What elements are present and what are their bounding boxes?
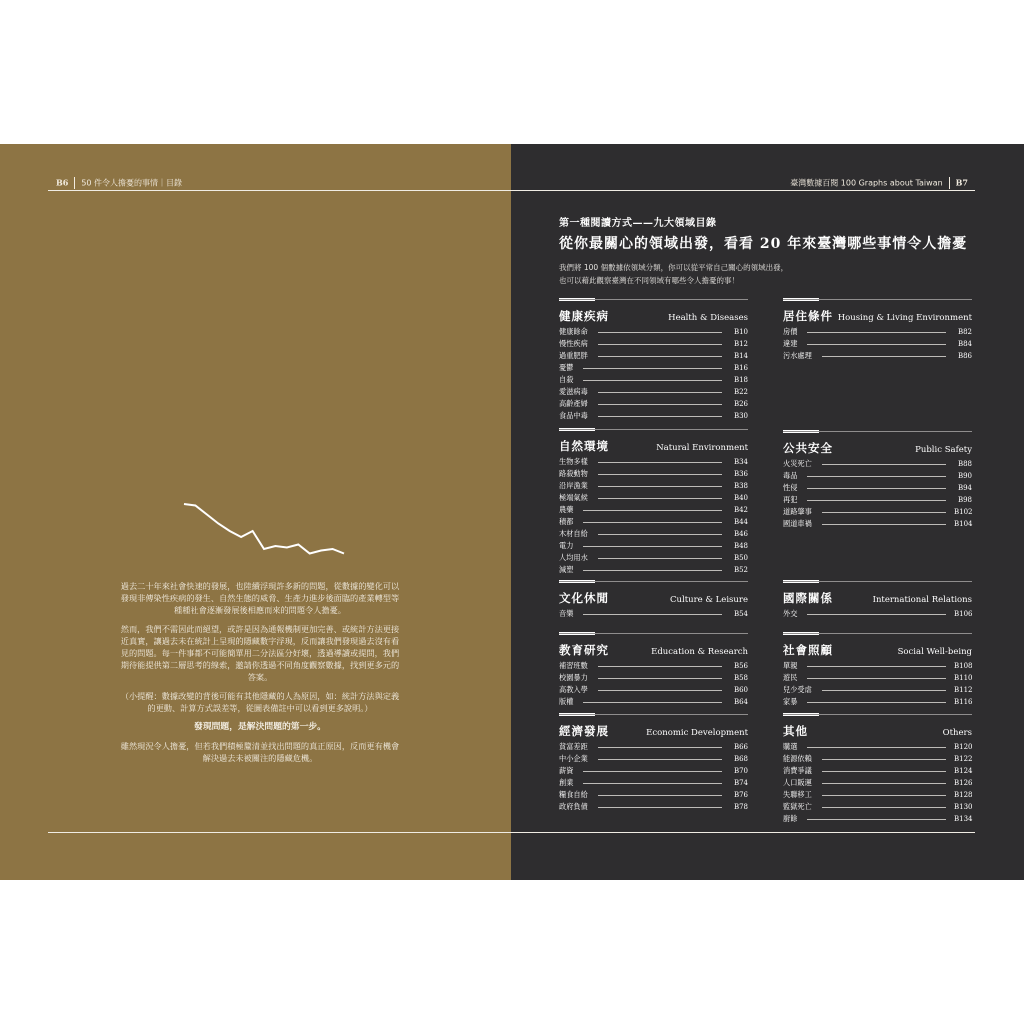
category-rule bbox=[559, 429, 748, 430]
toc-entry-page: B64 bbox=[733, 698, 748, 706]
left-footer-rule bbox=[48, 832, 511, 833]
toc-entry-leader bbox=[822, 690, 946, 691]
toc-entry-leader bbox=[583, 702, 722, 703]
toc-entry-page: B102 bbox=[954, 508, 973, 516]
category-title-en: Housing & Living Environment bbox=[837, 313, 972, 323]
category-title-row bbox=[559, 308, 748, 323]
toc-entry-page: B42 bbox=[733, 506, 748, 514]
toc-entry-page: B52 bbox=[733, 566, 748, 574]
toc-entry-leader bbox=[583, 570, 722, 571]
toc-entry-leader bbox=[598, 666, 722, 667]
category-title-row bbox=[559, 438, 748, 453]
toc-entry-title: 違建 bbox=[783, 339, 798, 348]
category-title-en: Culture & Leisure bbox=[670, 595, 748, 605]
toc-entry-leader bbox=[598, 332, 722, 333]
toc-entry-leader bbox=[807, 666, 946, 667]
toc-entry[interactable] bbox=[559, 410, 748, 422]
toc-entry[interactable] bbox=[559, 684, 748, 696]
toc-entry-page: B40 bbox=[733, 494, 748, 502]
toc-entry-page: B110 bbox=[954, 674, 973, 682]
toc-entry-leader bbox=[822, 524, 946, 525]
category-title-row bbox=[783, 723, 972, 738]
toc-entry[interactable] bbox=[559, 468, 748, 480]
toc-entry-leader bbox=[822, 783, 946, 784]
toc-entry-page: B122 bbox=[954, 755, 973, 763]
toc-entry-title: 補習班數 bbox=[559, 661, 588, 670]
toc-entry-page: B34 bbox=[733, 458, 748, 466]
toc-entry-page: B38 bbox=[733, 482, 748, 490]
toc-entry-leader bbox=[598, 498, 722, 499]
toc-entry-page: B126 bbox=[954, 779, 973, 787]
category-items bbox=[559, 660, 748, 708]
left-page-number: B6 bbox=[56, 177, 69, 188]
toc-kicker: 第一種閱讀方式——九大領域目錄 bbox=[559, 218, 717, 229]
toc-entry-leader bbox=[598, 534, 722, 535]
toc-entry[interactable] bbox=[783, 326, 972, 338]
toc-entry-title: 中小企業 bbox=[559, 754, 588, 763]
toc-entry-page: B88 bbox=[957, 460, 972, 468]
category-title-zh: 教育研究 bbox=[559, 643, 609, 657]
toc-entry[interactable] bbox=[783, 506, 972, 518]
toc-entry-title: 人口販運 bbox=[783, 778, 812, 787]
category-block bbox=[559, 580, 748, 620]
intro-text bbox=[120, 580, 400, 771]
category-title-zh: 國際關係 bbox=[783, 591, 833, 605]
toc-entry[interactable] bbox=[783, 684, 972, 696]
toc-entry-title: 電力 bbox=[559, 541, 574, 550]
toc-entry[interactable] bbox=[559, 564, 748, 576]
toc-entry-page: B124 bbox=[954, 767, 973, 775]
toc-entry-page: B68 bbox=[733, 755, 748, 763]
category-rule bbox=[559, 714, 748, 715]
category-rule bbox=[559, 581, 748, 582]
category-title-en: Public Safety bbox=[915, 445, 972, 455]
intro-paragraph-1: 過去二十年來社會快速的發展，也陸續浮現許多新的問題，從數據的變化可以發現非傳染性疾病的發生、自然生態的威脅、生產力進步後面臨的產業轉型等種種社會逐漸發展後相應而來的問題令人擔憂。 bbox=[120, 581, 400, 615]
toc-entry[interactable] bbox=[559, 516, 748, 528]
category-items bbox=[559, 608, 748, 620]
toc-entry-leader bbox=[822, 771, 946, 772]
toc-entry-title: 購選 bbox=[783, 742, 798, 751]
toc-entry-page: B58 bbox=[733, 674, 748, 682]
toc-entry[interactable] bbox=[783, 813, 972, 825]
toc-entry-title: 房價 bbox=[783, 327, 798, 336]
toc-entry[interactable] bbox=[783, 494, 972, 506]
toc-entry-title: 沿岸漁業 bbox=[559, 481, 588, 490]
category-title-zh: 社會照顧 bbox=[783, 643, 833, 657]
toc-entry-title: 國道車禍 bbox=[783, 519, 812, 528]
toc-entry-page: B128 bbox=[954, 791, 973, 799]
toc-entry-leader bbox=[598, 795, 722, 796]
category-title-en: Others bbox=[942, 728, 972, 738]
toc-entry-title: 過重肥胖 bbox=[559, 351, 588, 360]
toc-entry-title: 道路肇事 bbox=[783, 507, 812, 516]
left-page-header bbox=[56, 177, 182, 189]
left-header-rule bbox=[48, 190, 511, 191]
toc-entry-page: B94 bbox=[957, 484, 972, 492]
toc-entry-title: 再犯 bbox=[783, 495, 798, 504]
toc-entry-leader bbox=[807, 614, 946, 615]
category-rule bbox=[783, 714, 972, 715]
toc-entry-page: B36 bbox=[733, 470, 748, 478]
toc-entry-page: B120 bbox=[954, 743, 973, 751]
category-title-zh: 居住條件 bbox=[783, 309, 833, 323]
toc-entry[interactable] bbox=[559, 696, 748, 708]
toc-entry-leader bbox=[807, 702, 946, 703]
category-items bbox=[559, 326, 748, 422]
toc-entry[interactable] bbox=[559, 350, 748, 362]
toc-description-line-2: 也可以藉此觀察臺灣在不同領域有哪些令人擔憂的事！ bbox=[559, 276, 739, 285]
category-title-en: Economic Development bbox=[646, 728, 748, 738]
toc-entry[interactable] bbox=[559, 386, 748, 398]
category-rule bbox=[559, 299, 748, 300]
toc-entry-title: 積都 bbox=[559, 517, 574, 526]
category-title-zh: 自然環境 bbox=[559, 439, 609, 453]
header-divider bbox=[74, 177, 75, 189]
toc-entry-leader bbox=[822, 759, 946, 760]
toc-entry-page: B56 bbox=[733, 662, 748, 670]
category-block bbox=[783, 298, 972, 362]
toc-entry-title: 監獄死亡 bbox=[783, 802, 812, 811]
toc-entry-page: B50 bbox=[733, 554, 748, 562]
toc-entry-page: B14 bbox=[733, 352, 748, 360]
toc-entry-title: 路殺動物 bbox=[559, 469, 588, 478]
toc-entry-title: 木材自給 bbox=[559, 529, 588, 538]
toc-entry-leader bbox=[807, 819, 946, 820]
toc-entry-page: B30 bbox=[733, 412, 748, 420]
toc-entry[interactable] bbox=[783, 482, 972, 494]
toc-entry[interactable] bbox=[559, 789, 748, 801]
toc-entry-leader bbox=[598, 462, 722, 463]
toc-entry-title: 憂鬱 bbox=[559, 363, 574, 372]
toc-entry[interactable] bbox=[559, 608, 748, 620]
toc-entry-leader bbox=[822, 807, 946, 808]
toc-entry[interactable] bbox=[783, 765, 972, 777]
toc-entry-title: 高教入學 bbox=[559, 685, 588, 694]
toc-entry-page: B54 bbox=[733, 610, 748, 618]
right-header-rule bbox=[511, 190, 975, 191]
category-block bbox=[783, 580, 972, 620]
toc-entry[interactable] bbox=[559, 504, 748, 516]
toc-entry-leader bbox=[807, 500, 946, 501]
toc-entry-title: 消費爭議 bbox=[783, 766, 812, 775]
category-title-row bbox=[559, 723, 748, 738]
right-footer-rule bbox=[511, 832, 975, 833]
toc-entry-title: 單親 bbox=[783, 661, 798, 670]
toc-entry[interactable] bbox=[559, 528, 748, 540]
toc-entry-title: 食品中毒 bbox=[559, 411, 588, 420]
intro-paragraph-2: 然而，我們不需因此而絕望，或許是因為通報機制更加完善、或統計方法更接近真實，讓過去未在統計上呈現的隱藏數字浮現，反而讓我們發現過去沒有看見的問題。每一件事都不可能簡單用二分法區分好壞，透過導讀或提問，我們期待能提供第二層思考的線索，邀請你透過不同角度觀察數據，找到更多元的答案。 bbox=[120, 624, 400, 682]
toc-entry[interactable] bbox=[559, 362, 748, 374]
toc-entry-page: B18 bbox=[733, 376, 748, 384]
toc-entry-title: 性侵 bbox=[783, 483, 798, 492]
category-title-zh: 健康疾病 bbox=[559, 309, 609, 323]
toc-entry-leader bbox=[598, 404, 722, 405]
category-rule bbox=[783, 633, 972, 634]
toc-entry-leader bbox=[598, 558, 722, 559]
right-page-header bbox=[790, 177, 968, 189]
toc-entry[interactable] bbox=[783, 608, 972, 620]
toc-entry-page: B48 bbox=[733, 542, 748, 550]
category-title-en: Education & Research bbox=[651, 647, 748, 657]
left-header-title: 50 件令人擔憂的事情｜目錄 bbox=[81, 178, 183, 188]
toc-entry-page: B70 bbox=[733, 767, 748, 775]
toc-entry-leader bbox=[598, 392, 722, 393]
toc-entry-title: 廚餘 bbox=[783, 814, 798, 823]
toc-entry-title: 愛滋病毒 bbox=[559, 387, 588, 396]
toc-entry[interactable] bbox=[559, 777, 748, 789]
toc-entry-leader bbox=[598, 416, 722, 417]
toc-entry-leader bbox=[583, 614, 722, 615]
category-block bbox=[559, 298, 748, 422]
toc-entry-title: 遊民 bbox=[783, 673, 798, 682]
category-title-row bbox=[783, 590, 972, 605]
toc-entry[interactable] bbox=[559, 741, 748, 753]
category-rule bbox=[559, 633, 748, 634]
toc-entry-leader bbox=[598, 344, 722, 345]
right-page-number: B7 bbox=[955, 177, 968, 188]
category-title-row bbox=[559, 642, 748, 657]
toc-entry-page: B46 bbox=[733, 530, 748, 538]
toc-heading bbox=[559, 214, 967, 287]
toc-entry-leader bbox=[598, 678, 722, 679]
header-divider bbox=[949, 177, 950, 189]
category-rule bbox=[783, 431, 972, 432]
toc-entry[interactable] bbox=[559, 374, 748, 386]
toc-entry-page: B106 bbox=[954, 610, 973, 618]
toc-entry[interactable] bbox=[783, 789, 972, 801]
toc-entry[interactable] bbox=[559, 492, 748, 504]
toc-entry[interactable] bbox=[783, 741, 972, 753]
toc-entry[interactable] bbox=[559, 672, 748, 684]
toc-entry-page: B12 bbox=[733, 340, 748, 348]
sparkline-series bbox=[184, 504, 344, 554]
toc-entry-leader bbox=[598, 486, 722, 487]
toc-entry-page: B60 bbox=[733, 686, 748, 694]
toc-entry-title: 慢性疾病 bbox=[559, 339, 588, 348]
toc-entry-leader bbox=[598, 807, 722, 808]
toc-entry[interactable] bbox=[559, 765, 748, 777]
toc-entry[interactable] bbox=[559, 660, 748, 672]
toc-entry[interactable] bbox=[783, 338, 972, 350]
toc-entry-leader bbox=[807, 488, 946, 489]
toc-entry-title: 高齡產婦 bbox=[559, 399, 588, 408]
toc-entry-page: B78 bbox=[733, 803, 748, 811]
toc-entry-title: 音樂 bbox=[559, 609, 574, 618]
toc-entry-page: B22 bbox=[733, 388, 748, 396]
toc-entry[interactable] bbox=[559, 326, 748, 338]
category-title-en: Health & Diseases bbox=[668, 313, 748, 323]
toc-entry-page: B26 bbox=[733, 400, 748, 408]
toc-entry-page: B74 bbox=[733, 779, 748, 787]
toc-entry[interactable] bbox=[783, 753, 972, 765]
toc-entry-title: 校園暴力 bbox=[559, 673, 588, 682]
toc-entry-title: 薪資 bbox=[559, 766, 574, 775]
toc-entry-title: 兒少受虐 bbox=[783, 685, 812, 694]
category-items bbox=[783, 660, 972, 708]
toc-entry-title: 人均用水 bbox=[559, 553, 588, 562]
toc-entry-page: B10 bbox=[733, 328, 748, 336]
toc-entry[interactable] bbox=[783, 696, 972, 708]
toc-entry-leader bbox=[598, 356, 722, 357]
toc-entry-page: B84 bbox=[957, 340, 972, 348]
toc-entry-leader bbox=[583, 522, 722, 523]
toc-entry-page: B76 bbox=[733, 791, 748, 799]
toc-entry-title: 失聯移工 bbox=[783, 790, 812, 799]
toc-entry-page: B104 bbox=[954, 520, 973, 528]
category-block bbox=[559, 428, 748, 576]
toc-entry[interactable] bbox=[783, 777, 972, 789]
toc-entry-page: B112 bbox=[954, 686, 973, 694]
category-items bbox=[783, 741, 972, 825]
toc-entry-title: 污水處理 bbox=[783, 351, 812, 360]
toc-entry-leader bbox=[807, 747, 946, 748]
category-items bbox=[783, 608, 972, 620]
toc-entry-title: 版權 bbox=[559, 697, 574, 706]
category-title-en: International Relations bbox=[872, 595, 972, 605]
toc-entry-leader bbox=[822, 464, 946, 465]
toc-entry-leader bbox=[583, 510, 722, 511]
toc-entry[interactable] bbox=[559, 801, 748, 813]
toc-entry-leader bbox=[822, 356, 946, 357]
toc-entry-title: 健康餘命 bbox=[559, 327, 588, 336]
toc-entry-leader bbox=[598, 690, 722, 691]
category-items bbox=[559, 456, 748, 576]
category-items bbox=[783, 326, 972, 362]
toc-title: 從你最關心的領域出發，看看 20 年來臺灣哪些事情令人擔憂 bbox=[559, 236, 968, 252]
toc-entry-leader bbox=[822, 795, 946, 796]
toc-entry-page: B134 bbox=[954, 815, 973, 823]
toc-entry[interactable] bbox=[559, 398, 748, 410]
toc-entry-leader bbox=[583, 368, 722, 369]
toc-entry-leader bbox=[807, 344, 946, 345]
category-block bbox=[783, 632, 972, 708]
toc-entry-page: B66 bbox=[733, 743, 748, 751]
toc-entry-leader bbox=[583, 380, 722, 381]
category-title-row bbox=[783, 642, 972, 657]
toc-entry-title: 家暴 bbox=[783, 697, 798, 706]
toc-entry-page: B90 bbox=[957, 472, 972, 480]
toc-entry-page: B130 bbox=[954, 803, 973, 811]
toc-entry-title: 毒品 bbox=[783, 471, 798, 480]
category-rule bbox=[783, 299, 972, 300]
toc-entry[interactable] bbox=[559, 480, 748, 492]
toc-entry[interactable] bbox=[559, 753, 748, 765]
toc-entry[interactable] bbox=[783, 801, 972, 813]
toc-entry-leader bbox=[598, 747, 722, 748]
toc-entry-page: B86 bbox=[957, 352, 972, 360]
toc-entry-page: B98 bbox=[957, 496, 972, 504]
toc-entry-leader bbox=[807, 678, 946, 679]
toc-entry[interactable] bbox=[783, 350, 972, 362]
category-title-row bbox=[783, 308, 972, 323]
toc-entry[interactable] bbox=[559, 338, 748, 350]
toc-entry-leader bbox=[807, 332, 946, 333]
toc-entry-title: 貧富差距 bbox=[559, 742, 588, 751]
toc-entry-leader bbox=[598, 759, 722, 760]
category-title-zh: 其他 bbox=[783, 724, 808, 738]
category-title-zh: 經濟發展 bbox=[559, 724, 609, 738]
toc-entry[interactable] bbox=[559, 540, 748, 552]
category-block bbox=[783, 713, 972, 825]
toc-entry-title: 生物多樣 bbox=[559, 457, 588, 466]
category-title-row bbox=[559, 590, 748, 605]
category-items bbox=[559, 741, 748, 813]
toc-entry-title: 火災死亡 bbox=[783, 459, 812, 468]
toc-description bbox=[559, 261, 967, 287]
category-items bbox=[783, 458, 972, 530]
toc-entry-title: 減塑 bbox=[559, 565, 574, 574]
toc-entry-leader bbox=[583, 546, 722, 547]
toc-entry-leader bbox=[822, 512, 946, 513]
category-title-zh: 文化休閒 bbox=[559, 591, 609, 605]
toc-entry[interactable] bbox=[783, 672, 972, 684]
toc-entry-title: 外交 bbox=[783, 609, 798, 618]
toc-entry[interactable] bbox=[783, 518, 972, 530]
decorative-line-chart bbox=[180, 492, 350, 562]
toc-entry-title: 農藥 bbox=[559, 505, 574, 514]
left-page bbox=[0, 144, 511, 880]
toc-entry[interactable] bbox=[783, 660, 972, 672]
category-block bbox=[559, 713, 748, 813]
toc-entry[interactable] bbox=[559, 552, 748, 564]
toc-description-line-1: 我們將 100 個數據依領域分類，你可以從平常自己關心的領域出發， bbox=[559, 263, 789, 272]
toc-entry[interactable] bbox=[783, 458, 972, 470]
category-title-en: Social Well-being bbox=[897, 647, 972, 657]
toc-entry-page: B16 bbox=[733, 364, 748, 372]
intro-emphasis: 發現問題，是解決問題的第一步。 bbox=[194, 722, 326, 732]
toc-entry[interactable] bbox=[559, 456, 748, 468]
toc-entry-leader bbox=[583, 783, 722, 784]
toc-entry-title: 政府負債 bbox=[559, 802, 588, 811]
toc-entry-title: 糧食自給 bbox=[559, 790, 588, 799]
intro-paragraph-5: 雖然現況令人擔憂，但若我們積極釐清並找出問題的真正原因，反而更有機會解決過去未被關注的隱藏危機。 bbox=[120, 741, 400, 763]
toc-entry-leader bbox=[807, 476, 946, 477]
toc-entry-page: B108 bbox=[954, 662, 973, 670]
intro-paragraph-3: （小提醒：數據改變的背後可能有其他隱藏的人為原因，如：統計方法與定義的更動、計算方式誤差等，從圖表備註中可以看到更多說明。） bbox=[120, 691, 400, 713]
toc-entry-title: 能源依賴 bbox=[783, 754, 812, 763]
category-rule bbox=[783, 581, 972, 582]
toc-entry-leader bbox=[598, 474, 722, 475]
right-header-title: 臺灣數據百閱 100 Graphs about Taiwan bbox=[790, 178, 943, 188]
toc-entry-page: B44 bbox=[733, 518, 748, 526]
toc-entry[interactable] bbox=[783, 470, 972, 482]
category-block bbox=[559, 632, 748, 708]
category-title-en: Natural Environment bbox=[656, 443, 748, 453]
toc-entry-leader bbox=[583, 771, 722, 772]
category-title-zh: 公共安全 bbox=[783, 441, 833, 455]
toc-entry-title: 創業 bbox=[559, 778, 574, 787]
toc-entry-title: 極端氣候 bbox=[559, 493, 588, 502]
toc-entry-title: 自殺 bbox=[559, 375, 574, 384]
toc-entry-page: B82 bbox=[957, 328, 972, 336]
category-title-row bbox=[783, 440, 972, 455]
toc-entry-page: B116 bbox=[954, 698, 973, 706]
category-block bbox=[783, 430, 972, 530]
